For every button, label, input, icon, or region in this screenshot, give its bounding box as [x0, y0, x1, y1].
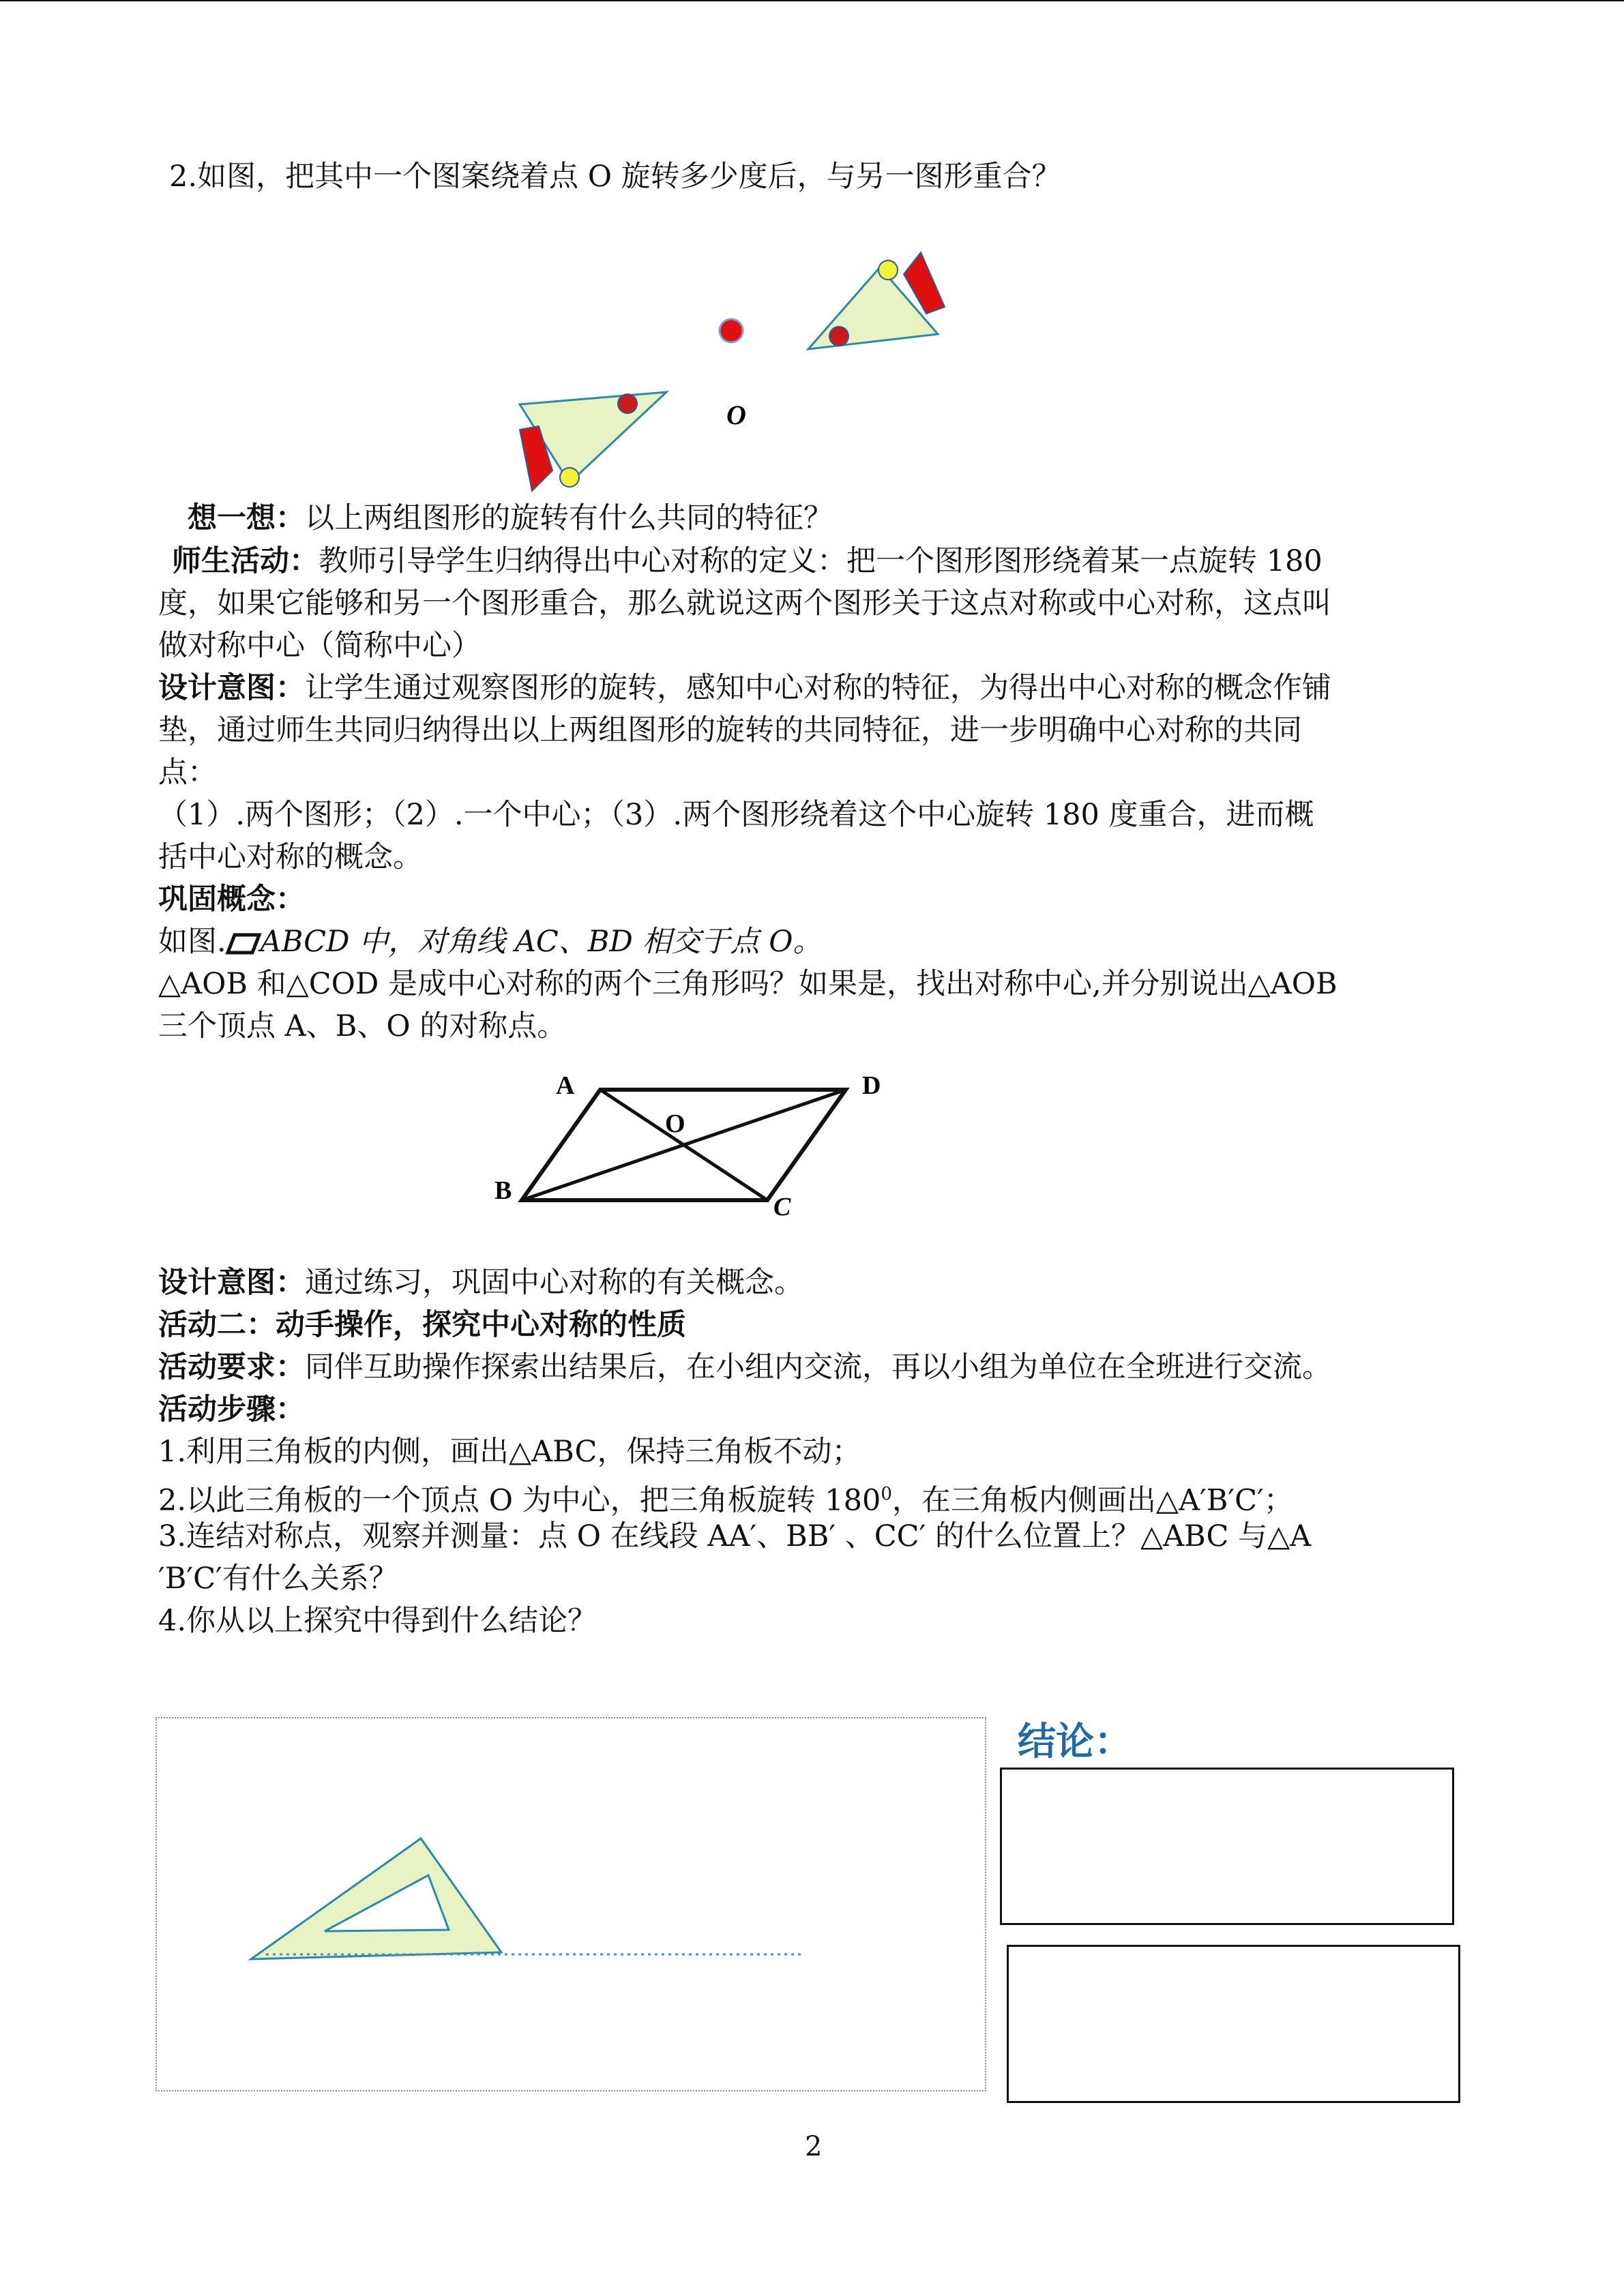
step-4: 4.你从以上探究中得到什么结论？ [158, 1604, 597, 1638]
page-number: 2 [805, 2131, 823, 2162]
design1-label: 设计意图： [158, 671, 305, 705]
vertex-c-label: C [773, 1193, 791, 1221]
design1-line-2: 垫，通过师生共同归纳得出以上两组图形的旋转的共同特征，进一步明确中心对称的共同 [158, 713, 1302, 747]
conclusion-title: 结论： [1018, 1720, 1132, 1764]
teacher-line-3: 做对称中心（简称中心） [158, 629, 481, 663]
design2-text: 通过练习，巩固中心对称的有关概念。 [305, 1266, 803, 1300]
teacher-text-1: 教师引导学生归纳得出中心对称的定义：把一个图形图形绕着某一点旋转 180 [319, 544, 1323, 578]
conclusion-box-2[interactable] [1007, 1945, 1460, 2103]
activity2-title: 活动二：动手操作，探究中心对称的性质 [158, 1308, 686, 1342]
vertex-a-label: A [556, 1071, 575, 1100]
set-square-outer [251, 1838, 501, 1959]
design1-line-5: 括中心对称的概念。 [158, 840, 422, 874]
teacher-line-2: 度，如果它能够和另一个图形重合，那么就说这两个图形关于这点对称或中心对称，这点叫 [158, 586, 1331, 621]
design1-line-4: （1）.两个图形；（2）.一个中心；（3）.两个图形绕着这个中心旋转 180 度重合，进而概 [158, 798, 1314, 832]
requirement-text: 同伴互助操作探索出结果后，在小组内交流，再以小组为单位在全班进行交流。 [305, 1350, 1331, 1384]
conclusion-box-1[interactable] [1000, 1768, 1454, 1925]
design2-label: 设计意图： [158, 1266, 305, 1300]
teacher-label: 师生活动： [172, 544, 319, 578]
center-label-o: O [726, 400, 746, 430]
steps-label: 活动步骤： [158, 1392, 305, 1427]
step-3a: 3.连结对称点，观察并测量：点 O 在线段 AA′、BB′ 、CC′ 的什么位置上？△ABC 与△A [158, 1519, 1312, 1553]
vertex-d-label: D [862, 1071, 881, 1100]
consolidate-line-2: △AOB 和△COD 是成中心对称的两个三角形吗？如果是，找出对称中心,并分别说出△AOB [158, 967, 1338, 1001]
step-3b: ′B′C′有什么关系？ [158, 1562, 398, 1596]
vertex-b-label: B [494, 1176, 512, 1205]
requirement-label: 活动要求： [158, 1350, 305, 1384]
consolidate-line-1-pre: 如图. [158, 925, 226, 959]
step-2-superscript: 0 [881, 1484, 892, 1504]
point-o-label: O [665, 1109, 685, 1138]
consolidate-line-3: 三个顶点 A、B、O 的对称点。 [158, 1009, 567, 1043]
consolidate-label: 巩固概念： [158, 882, 305, 916]
step-2-pre: 2.以此三角板的一个顶点 O 为中心，把三角板旋转 180 [158, 1483, 881, 1518]
design1-text-1: 让学生通过观察图形的旋转，感知中心对称的特征，为得出中心对称的概念作铺 [305, 671, 1331, 705]
step-1: 1.利用三角板的内侧，画出△ABC，保持三角板不动； [158, 1435, 861, 1469]
consolidate-line-1-post: ABCD 中，对角线 AC、BD 相交于点 O。 [260, 925, 823, 959]
think-label: 想一想： [188, 501, 305, 535]
think-text: 以上两组图形的旋转有什么共同的特征？ [305, 501, 833, 535]
design1-line-3: 点： [158, 756, 217, 790]
question-2: 2.如图，把其中一个图案绕着点 O 旋转多少度后，与另一图形重合？ [169, 160, 1061, 194]
step-2-post: ，在三角板内侧画出△A′B′C′； [891, 1483, 1293, 1518]
